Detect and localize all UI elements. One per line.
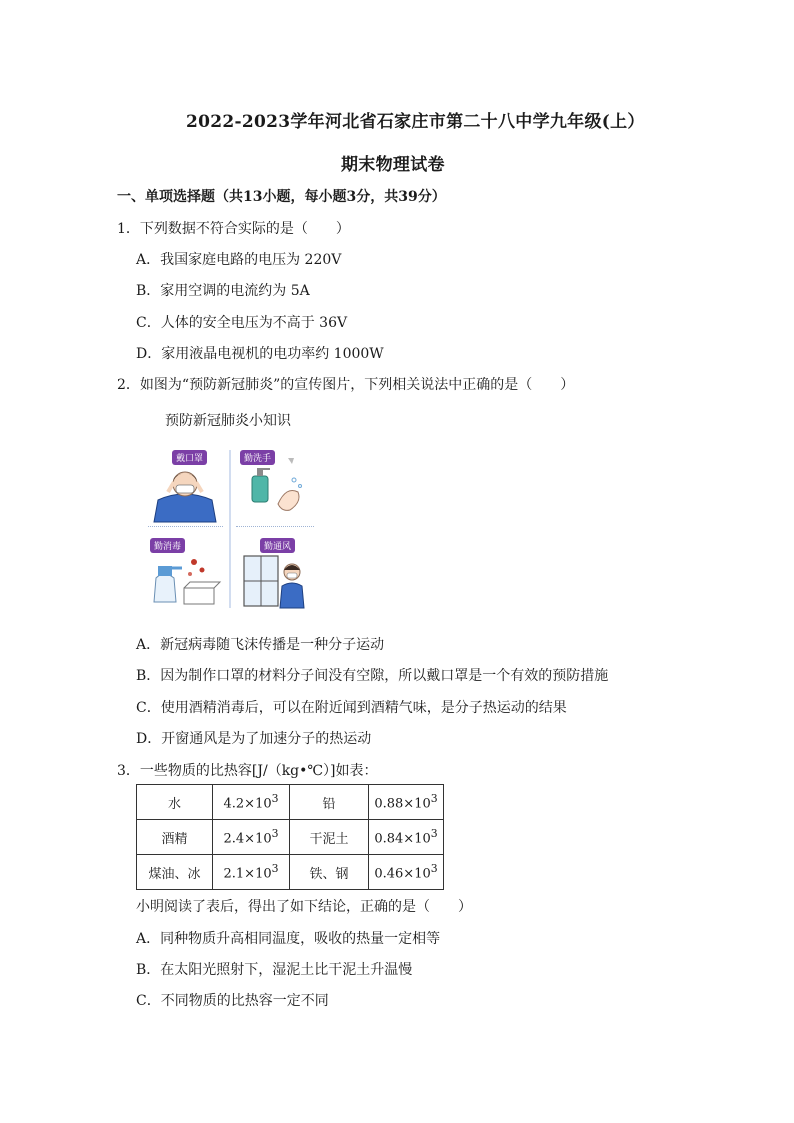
table-row	[137, 855, 444, 890]
page-title-line1: 2022-2023学年河北省石家庄市第二十八中学九年级(上）	[186, 112, 645, 132]
table-cell	[213, 855, 290, 890]
panel-disinfect	[144, 532, 226, 612]
table-value: 0.88×10	[374, 796, 431, 812]
question-2-option-a: A．新冠病毒随飞沫传播是一种分子运动	[136, 637, 385, 653]
question-3-followup: 小明阅读了表后，得出了如下结论，正确的是（ ）	[136, 899, 472, 915]
table-exponent: 3	[430, 792, 438, 806]
figure-caption: 预防新冠肺炎小知识	[165, 413, 291, 429]
table-cell	[369, 855, 444, 890]
panel-tag: 勤通风	[260, 538, 295, 553]
table-value: 2.1×10	[223, 866, 272, 882]
question-3-stem: 3．一些物质的比热容[J/（kg•℃）]如表：	[117, 763, 378, 779]
question-3-option-b: B．在太阳光照射下，湿泥土比干泥土升温慢	[136, 962, 413, 978]
table-cell: 铅	[290, 785, 369, 820]
table-row	[137, 820, 444, 855]
table-value: 2.4×10	[223, 831, 272, 847]
table-exponent: 3	[271, 827, 279, 841]
illustration-divider	[148, 526, 223, 528]
panel-ventilate	[234, 532, 316, 612]
table-row	[137, 785, 444, 820]
table-cell	[369, 785, 444, 820]
table-exponent: 3	[430, 862, 438, 876]
question-1-stem: 1．下列数据不符合实际的是（ ）	[117, 221, 350, 237]
question-2-stem: 2．如图为“预防新冠肺炎”的宣传图片，下列相关说法中正确的是（ ）	[117, 377, 575, 393]
panel-wear-mask	[144, 444, 226, 524]
panel-tag: 勤洗手	[240, 450, 275, 465]
panel-wash-hands	[234, 444, 316, 524]
question-2-option-d: D．开窗通风是为了加速分子的热运动	[136, 731, 372, 747]
question-1-option-b: B．家用空调的电流约为 5A	[136, 283, 310, 299]
question-3-option-a: A．同种物质升高相同温度，吸收的热量一定相等	[136, 931, 441, 947]
prevention-illustration	[140, 442, 320, 617]
section-heading: 一、单项选择题（共13小题，每小题3分，共39分）	[117, 189, 446, 205]
panel-tag: 勤消毒	[150, 538, 185, 553]
question-1-option-a: A．我国家庭电路的电压为 220V	[136, 252, 342, 268]
page-title-line2: 期末物理试卷	[341, 155, 445, 175]
table-exponent: 3	[430, 827, 438, 841]
illustration-divider	[229, 450, 231, 608]
question-1-option-c: C．人体的安全电压为不高于 36V	[136, 315, 348, 331]
illustration-divider	[236, 526, 314, 528]
question-3-option-c: C．不同物质的比热容一定不同	[136, 993, 329, 1009]
table-exponent: 3	[271, 792, 279, 806]
table-cell: 水	[137, 785, 213, 820]
question-2-option-c: C．使用酒精消毒后，可以在附近闻到酒精气味，是分子热运动的结果	[136, 700, 567, 716]
table-cell	[213, 785, 290, 820]
table-cell: 铁、钢	[290, 855, 369, 890]
specific-heat-table	[136, 784, 444, 890]
table-cell	[369, 820, 444, 855]
panel-tag: 戴口罩	[172, 450, 207, 465]
table-value: 0.46×10	[374, 866, 431, 882]
table-cell: 煤油、冰	[137, 855, 213, 890]
table-value: 4.2×10	[223, 796, 272, 812]
table-cell: 干泥土	[290, 820, 369, 855]
table-value: 0.84×10	[374, 831, 431, 847]
table-exponent: 3	[271, 862, 279, 876]
table-cell: 酒精	[137, 820, 213, 855]
table-cell	[213, 820, 290, 855]
question-1-option-d: D．家用液晶电视机的电功率约 1000W	[136, 346, 384, 362]
question-2-option-b: B．因为制作口罩的材料分子间没有空隙，所以戴口罩是一个有效的预防措施	[136, 668, 609, 684]
